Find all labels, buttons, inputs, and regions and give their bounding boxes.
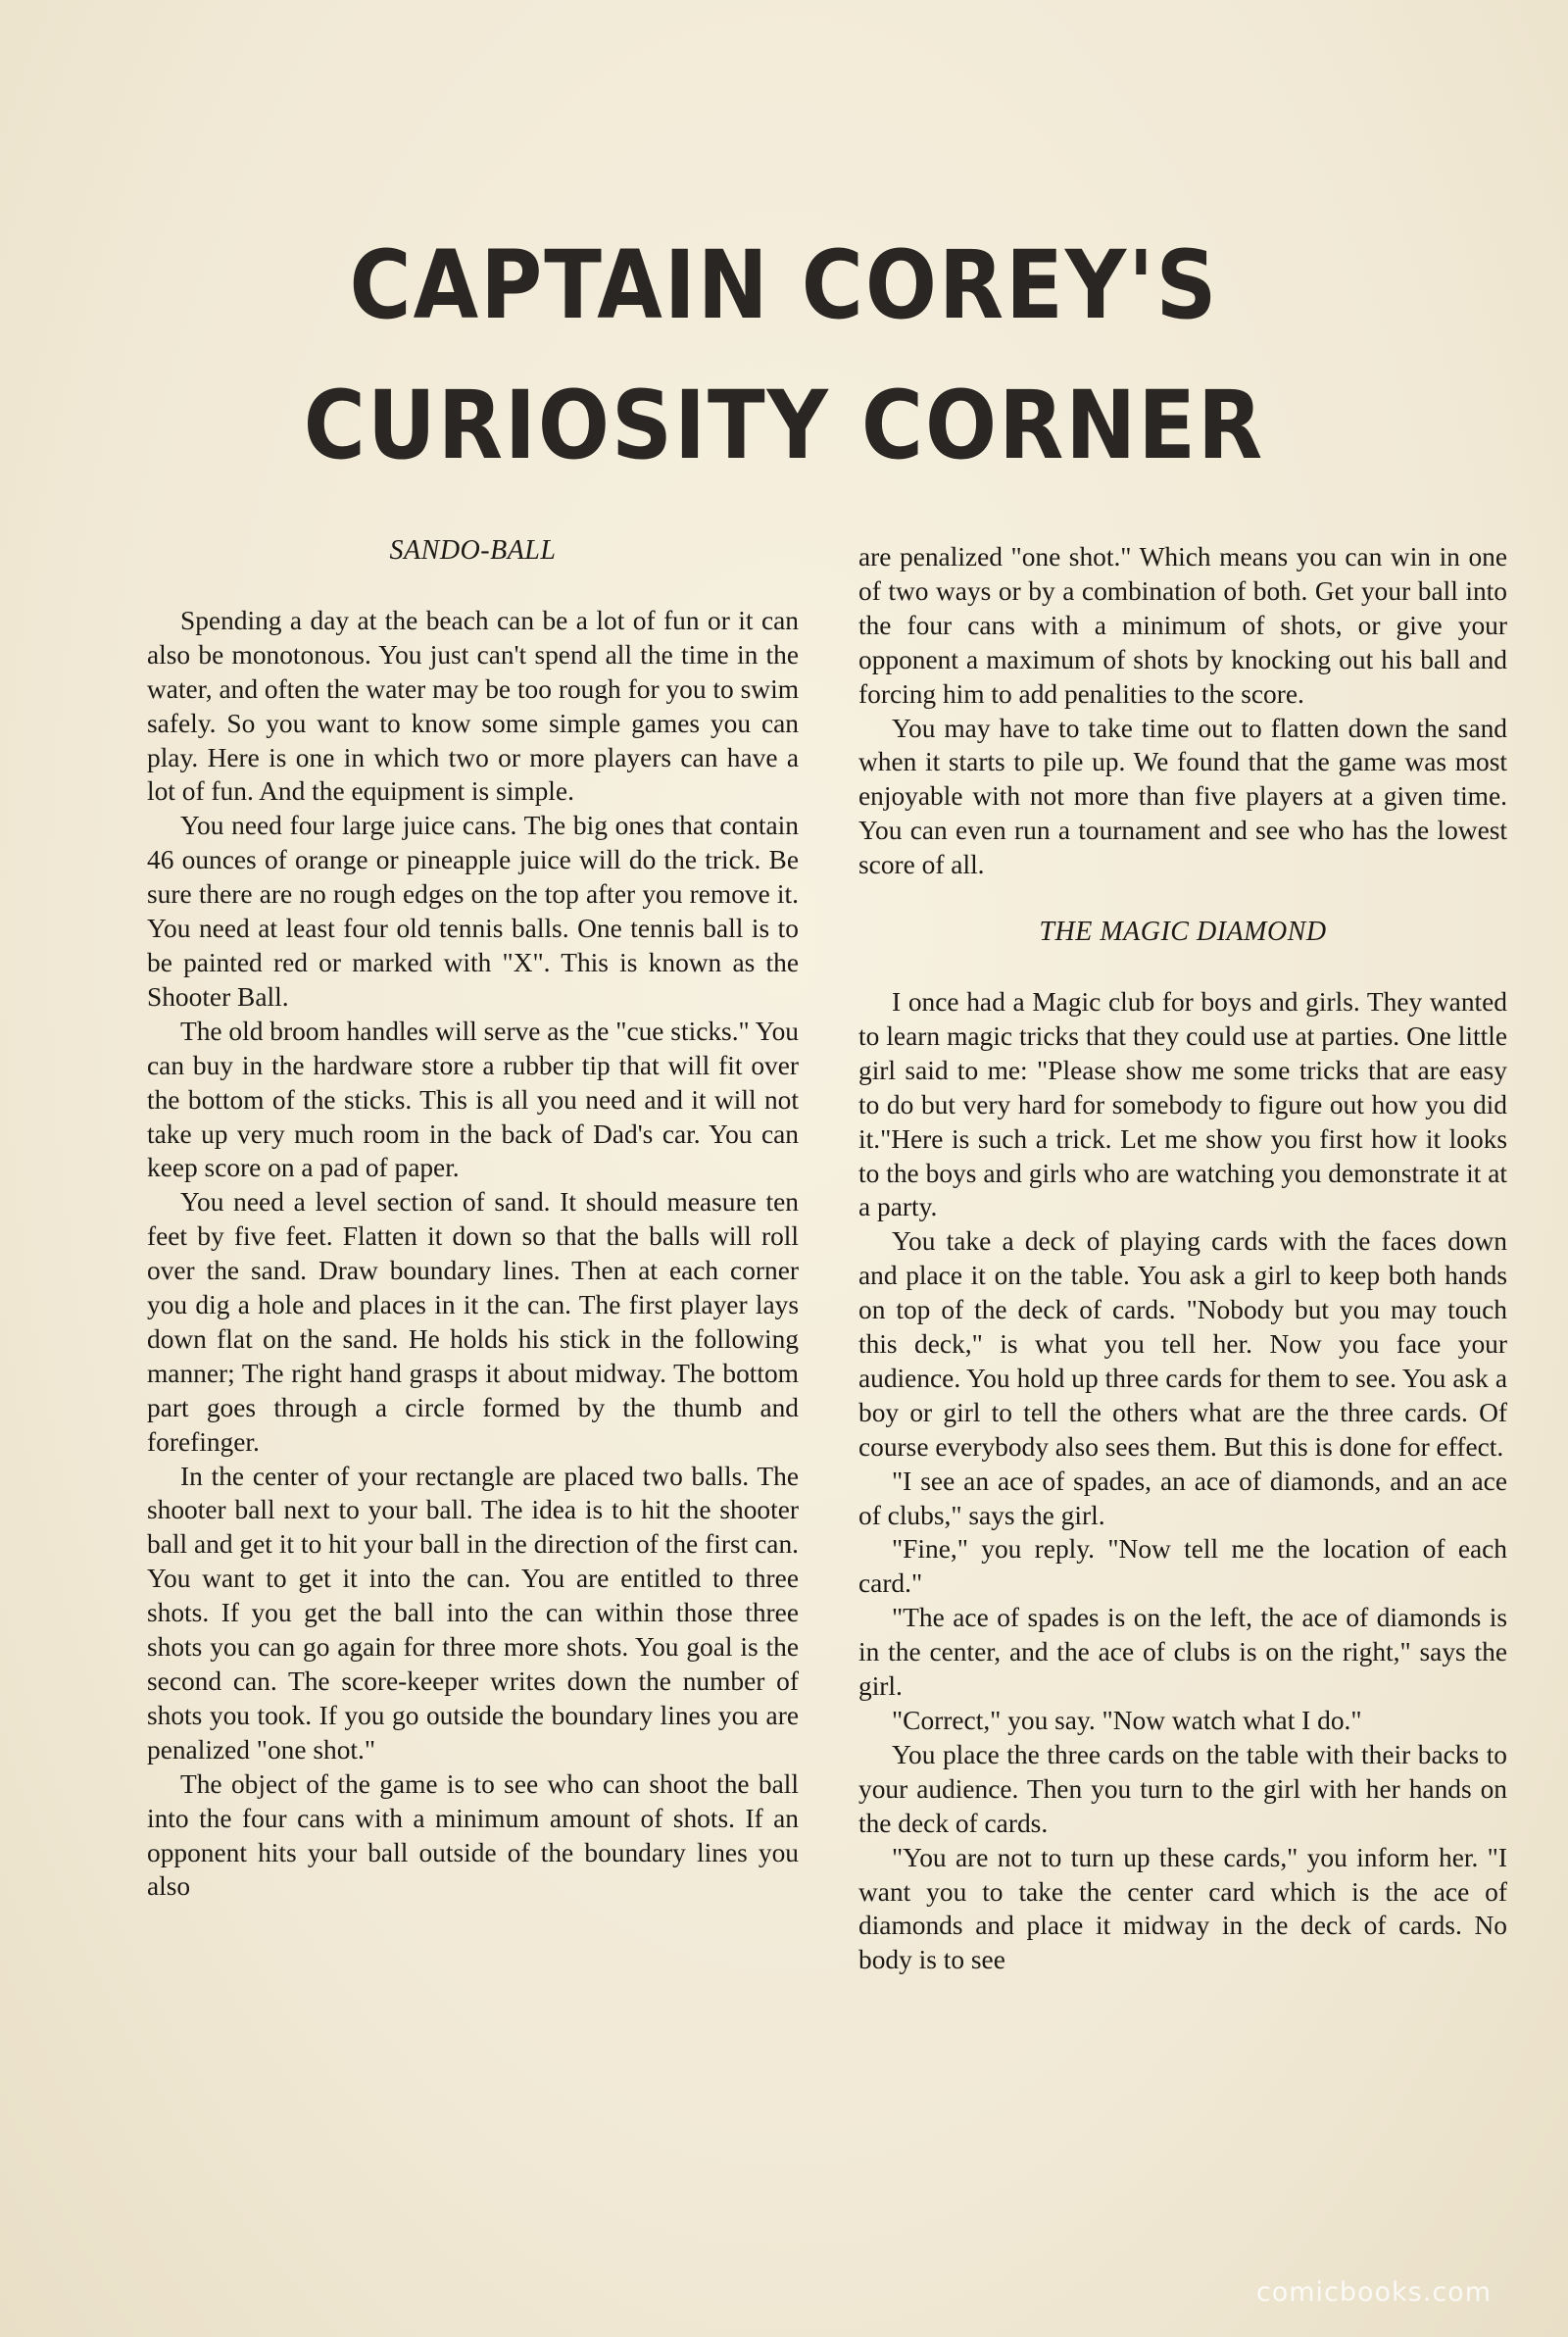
paragraph: "Correct," you say. "Now watch what I do." [892,1706,1362,1735]
paragraph: You need four large juice cans. The big ones that contain 46 ounces of orange or pineapple juice will do the trick. Be sure there are no rough edges on the top after you remove it. You need at least four old tennis balls. One tennis ball is to be painted red or marked with "X". This is known as the Shooter Ball. [147,811,799,1012]
title-line-2: CURIOSITY CORNER [303,371,1265,481]
title-line-1: CAPTAIN COREY'S [349,230,1219,341]
paragraph: "Fine," you reply. "Now tell me the location of each card." [858,1534,1507,1599]
site-watermark: comicbooks.com [1255,2277,1492,2308]
paragraph: You may have to take time out to flatten down the sand when it starts to pile up. We found that the game was most enjoyable with not more than five players at a given time. You can even run a tournament and see who has the lowest score of all. [858,713,1507,880]
paragraph: You place the three cards on the table with their backs to your audience. Then you turn to the girl with her hands on the deck of cards. [858,1739,1507,1838]
paragraph: You need a level section of sand. It should measure ten feet by five feet. Flatten it down so that the balls will roll over the sand. Draw boundary lines. Then at each corner you dig a hole and places in it the can. The first player lays down flat on the sand. He holds his stick in the following manner; The right hand grasps it about midway. The bottom part goes through a circle formed by the thumb and forefinger. [147,1187,799,1457]
paragraph: I once had a Magic club for boys and girls. They wanted to learn magic tricks that they could use at parties. One little girl said to me: "Please show me some tricks that are easy to do but very hard for somebody to figure out how you did it."Here is such a trick. Let me show you first how it looks to the boys and girls who are watching you demonstrate it at a party. [858,986,1507,1222]
paragraph: "I see an ace of spades, an ace of diamonds, and an ace of clubs," says the girl. [858,1466,1507,1530]
section-heading-magic-diamond: THE MAGIC DIAMOND [1039,917,1327,948]
paragraph: The object of the game is to see who can shoot the ball into the four cans with a minimum amount of shots. If an opponent hits your ball outside of the boundary lines you also [147,1768,799,1902]
paragraph: You take a deck of playing cards with the faces down and place it on the table. You ask a girl to keep both hands on top of the deck of cards. "Nobody but you may touch this deck," is what you tell her. Now you face your audience. You hold up three cards for them to see. You ask a boy or girl to tell the others what are the three cards. Of course everybody also sees them. But this is done for effect. [858,1226,1507,1462]
paragraph: The old broom handles will serve as the "cue sticks." You can buy in the hardware store a rubber tip that will fit over the bottom of the sticks. This is all you need and it will not take up very much room in the back of Dad's car. You can keep score on a pad of paper. [147,1016,799,1183]
paragraph: Spending a day at the beach can be a lot of fun or it can also be monotonous. You just can't spend all the time in the water, and often the water may be too rough for you to swim safely. So you want to know some simple games you can play. Here is one in which two or more players can have a lot of fun. And the equipment is simple. [147,605,799,807]
paragraph: In the center of your rectangle are placed two balls. The shooter ball next to your ball. The idea is to hit the shooter ball and get it to hit your ball in the direction of the first can. You want to get it into the can. You are entitled to three shots. If you get the ball into the can within those three shots you can go again for three more shots. You goal is the second can. The score-keeper writes down the number of shots you took. If you go outside the boundary lines you are penalized "one shot." [147,1461,799,1765]
page-title [0,216,1568,497]
continued-paragraph: are penalized "one shot." Which means you can win in one of two ways or by a combination of both. Get your ball into the four cans with a minimum of shots, or give your opponent a maximum of shots by knocking out his ball and forcing him to add penalities to the score. [858,542,1507,709]
section-heading-sando-ball: SANDO-BALL [389,535,557,566]
paragraph: "The ace of spades is on the left, the ace of diamonds is in the center, and the ace of clubs is on the right," says the girl. [858,1603,1507,1702]
paragraph: "You are not to turn up these cards," you inform her. "I want you to take the center card which is the ace of diamonds and place it midway in the deck of cards. No body is to see [858,1842,1507,1975]
left-column [147,534,799,1904]
right-column [858,540,1507,1977]
